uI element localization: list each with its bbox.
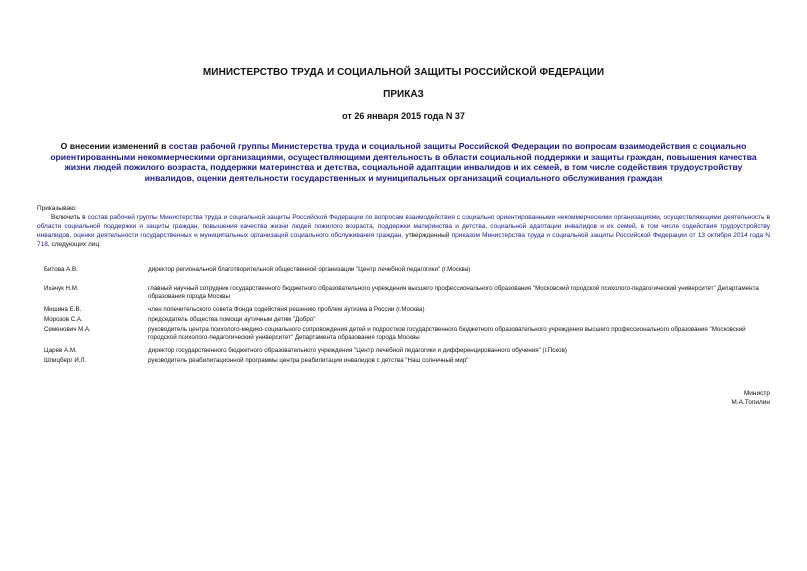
order-718-link[interactable]: приказом Министерства труда и социальной защиты Российской Федерации от 13 октября 2014 года N 718 <box>37 231 770 248</box>
body-lead: Приказываю: <box>37 205 77 212</box>
body-text-prefix: Включить в <box>51 213 88 221</box>
member-name: Битова А.В. <box>44 266 78 273</box>
document-date: от 26 января 2015 года N 37 <box>342 111 465 121</box>
member-name: Мишина Е.В. <box>44 306 82 313</box>
signature-block <box>731 389 770 407</box>
member-role: руководитель реабилитационной программы центра реабилитации инвалидов с детства "Наш солнечный мир" <box>148 357 469 364</box>
member-name: Шпицберг И.Л. <box>44 357 87 364</box>
signature-name: М.А.Топилин <box>731 399 770 406</box>
member-role: главный научный сотрудник государственного бюджетного образовательного учреждения высшего профессионального образования "Московский городской психолого-педагогический университет" Департамента образования города Москвы <box>148 285 759 300</box>
member-role: председатель общества помощи аутичным детям "Добро" <box>148 316 316 323</box>
working-group-link[interactable]: состав рабочей группы Министерства труда и социальной защиты Российской Федерации по вопросам взаимодействия с социально ориентированными некоммерческими организациями, осуществляющими деятельность в области социальной поддержки и защиты граждан, повышения качества жизни людей пожилого возраста, поддержки материнства и детства, социальной адаптации инвалидов и их семей, в том числе содействия трудоустройству инвалидов, оценки деятельности государственных и муниципальных организаций социального обслуживания граждан <box>37 213 770 239</box>
signature-title: Министр <box>743 390 770 397</box>
document-body <box>37 205 770 250</box>
member-name: Морозов С.А. <box>44 316 83 323</box>
members-list <box>44 266 764 367</box>
member-role: директор государственного бюджетного образовательного учреждения "Центр лечебной педагогики и дифференцированного обучения" (г.Псков) <box>148 347 567 354</box>
member-row <box>44 285 764 306</box>
document-type: ПРИКАЗ <box>383 89 424 100</box>
member-role: директор региональной благотворительной общественной организации "Центр лечебной педагогики" (г.Москва) <box>148 266 471 273</box>
subject-prefix: О внесении изменений в <box>60 141 169 151</box>
document-subject <box>50 141 757 183</box>
member-row <box>44 357 764 367</box>
body-text-middle: , утвержденный <box>401 231 452 239</box>
member-name: Семенович М.А. <box>44 326 91 333</box>
ministry-title: МИНИСТЕРСТВО ТРУДА И СОЦИАЛЬНОЙ ЗАЩИТЫ РОССИЙСКОЙ ФЕДЕРАЦИИ <box>202 67 605 78</box>
member-row <box>44 347 764 357</box>
member-row <box>44 316 764 326</box>
member-row <box>44 266 764 285</box>
member-role: руководитель центра психолого-медико-социального сопровождения детей и подростков государственного бюджетного образовательного учреждения высшего профессионального образования "Московский городской психолого-педагогический университет" Департамента образования города Москвы <box>148 326 746 341</box>
subject-link[interactable]: состав рабочей группы Министерства труда и социальной защиты Российской Федерации по вопросам взаимодействия с социально ориентированными некоммерческими организациями, осуществляющими деятельность в области социальной поддержки и защиты граждан, повышения качества жизни людей пожилого возраста, поддержки материнства и детства, социальной адаптации инвалидов и их семей, в том числе содействия трудоустройству инвалидов, оценки деятельности государственных и муниципальных организаций социального обслуживания граждан <box>50 141 757 183</box>
body-paragraph <box>37 214 770 250</box>
member-row <box>44 326 764 347</box>
member-name: Ихачук Н.М. <box>44 285 79 292</box>
body-text-suffix: , следующих лиц: <box>47 240 101 248</box>
member-row <box>44 306 764 316</box>
member-name: Царев А.М. <box>44 347 77 354</box>
member-role: член попечительского совета Фонда содействия решению проблем аутизма в России (г.Москва) <box>148 306 425 313</box>
